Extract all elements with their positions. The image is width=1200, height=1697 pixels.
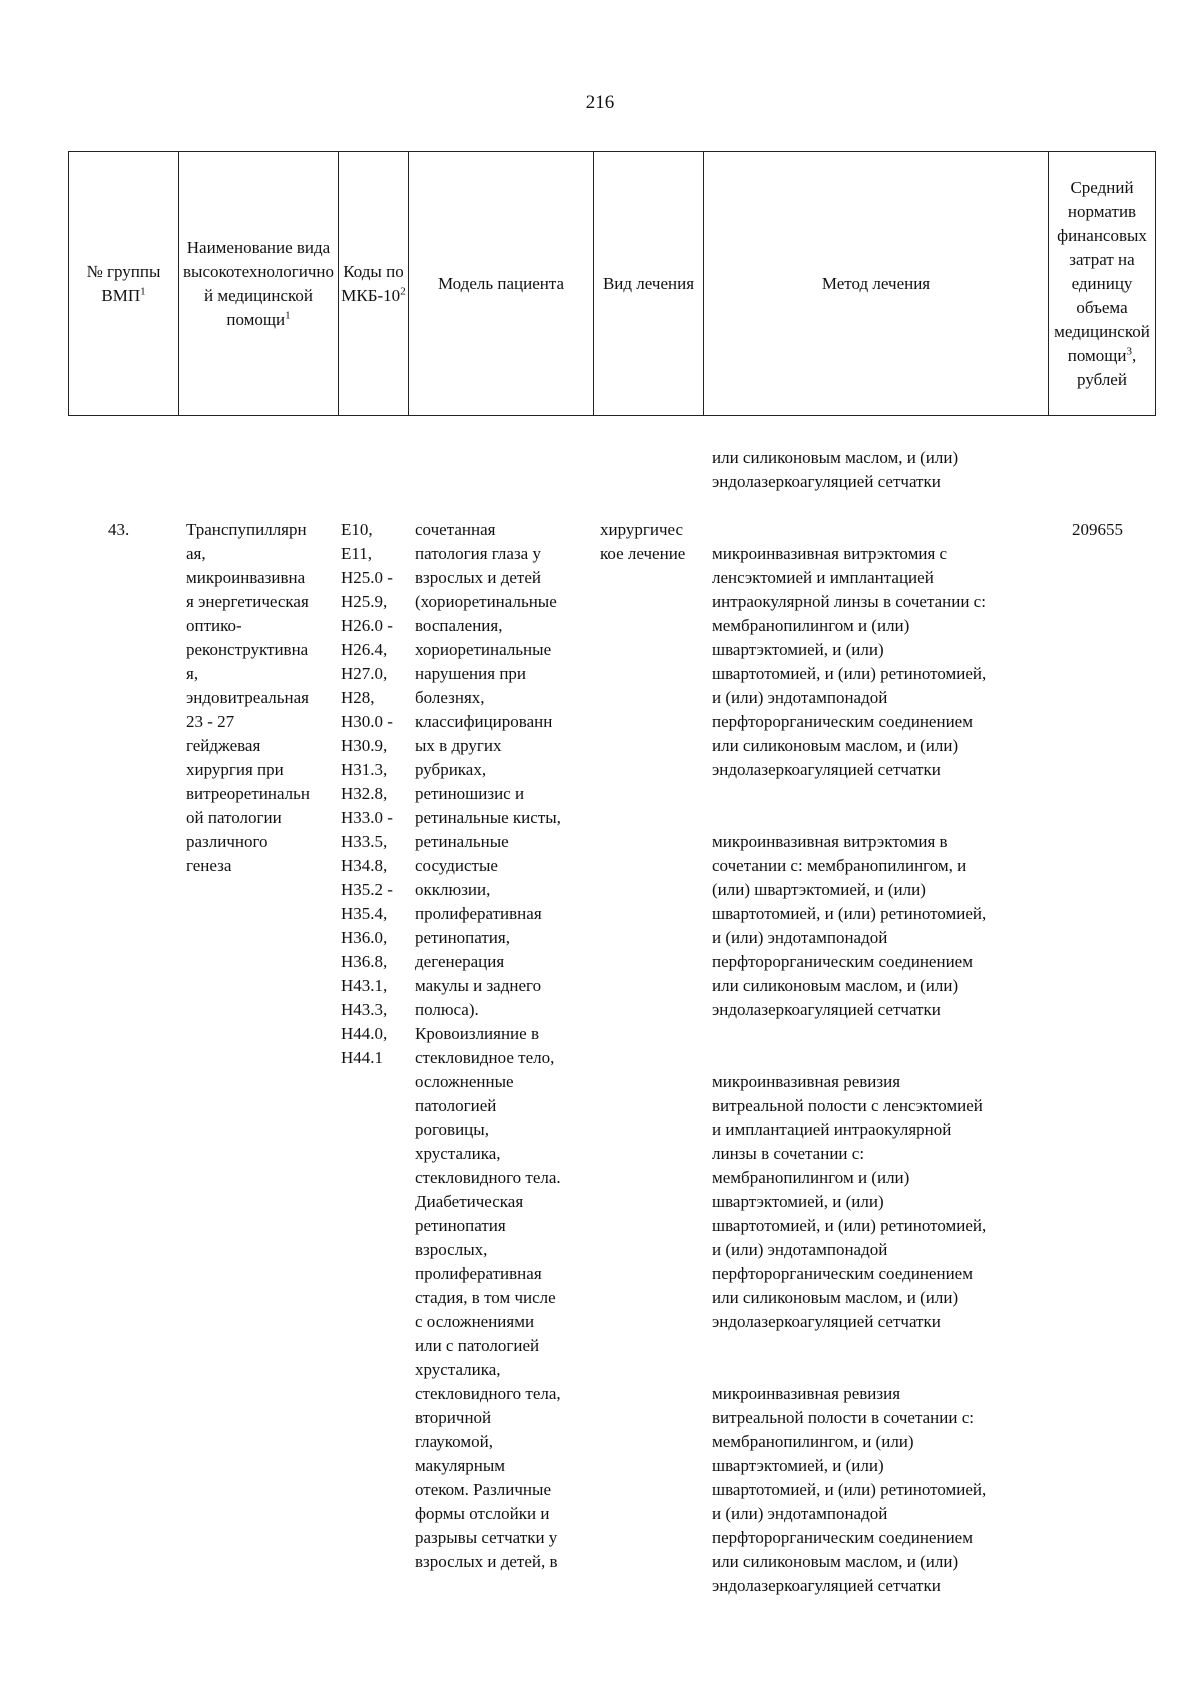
header-care-type: Наименование вида высокотехнологичной медицинской помощи$^1$	[179, 152, 339, 416]
row-number: 43.	[108, 520, 130, 539]
treatment-methods	[712, 518, 1057, 1646]
treatment-type: хирургичес кое лечение	[600, 520, 686, 563]
header-treatment-type: Вид лечения	[594, 152, 704, 416]
icd-codes: E10, E11, H25.0 - H25.9, H26.0 - H26.4, H27.0, H28, H30.0 - H30.9, H31.3, H32.8, H33.0 - H33.5, H34.8, H35.2 - H35.4, H36.0, H36.8, H43.1, H43.3, H44.0, H44.1	[341, 520, 393, 1067]
header-icd-codes: Коды по МКБ-$10^2$	[339, 152, 409, 416]
table-header	[68, 151, 1156, 416]
continuation-text: или силиконовым маслом, и (или) эндолазеркоагуляцией сетчатки	[712, 448, 959, 491]
cost-value: 209655	[1072, 520, 1123, 539]
header-patient-model: Модель пациента	[409, 152, 594, 416]
page-number: 216	[585, 92, 615, 113]
header-method: Метод лечения	[704, 152, 1049, 416]
header-group-number: № группы ВМП$^1$	[69, 152, 179, 416]
method-item: микроинвазивная витрэктомия в сочетании с: мембранопилингом, и (или) швартэктомией, и (или) швартотомией, и (или) ретинотомией, и (или) эндотампонадой перфторорганическим соединением или силиконовым маслом, и (или) эндолазеркоагуляцией сетчатки	[712, 832, 987, 1019]
care-type-name: Транспупиллярн ая, микроинвазивна я энергетическая оптико- реконструктивна я, эндовитреальная 23 - 27 гейджевая хирургия при витреоретинальн ой патологии различного генеза	[186, 520, 311, 875]
patient-model: сочетанная патология глаза у взрослых и детей (хориоретинальные воспаления, хориоретинальные нарушения при болезнях, классифицированн ых в других рубриках, ретиношизис и ретинальные кисты, ретинальные сосудистые окклюзии, пролиферативная ретинопатия, дегенерация макулы и заднего полюса). Кровоизлияние в стекловидное тело, осложненные патологией роговицы, хрусталика, стекловидного тела. Диабетическая ретинопатия взрослых, пролиферативная стадия, в том числе с осложнениями или с патологией хрусталика, стекловидного тела, вторичной глаукомой, макулярным отеком. Различные формы отслойки и разрывы сетчатки у взрослых и детей, в	[415, 520, 561, 1571]
method-item: микроинвазивная витрэктомия с ленсэктомией и имплантацией интраокулярной линзы в сочетании с: мембранопилингом и (или) швартэктомией, и (или) швартотомией, и (или) ретинотомией, и (или) эндотампонадой перфторорганическим соединением или силиконовым маслом, и (или) эндолазеркоагуляцией сетчатки	[712, 544, 987, 779]
header-cost: Средний норматив финансовых затрат на единицу объема медицинской помощи$^3$, рублей	[1049, 152, 1156, 416]
method-item: микроинвазивная ревизия витреальной полости в сочетании с: мембранопилингом, и (или) швартэктомией, и (или) швартотомией, и (или) ретинотомией, и (или) эндотампонадой перфторорганическим соединением или силиконовым маслом, и (или) эндолазеркоагуляцией сетчатки	[712, 1384, 987, 1595]
method-item: микроинвазивная ревизия витреальной полости с ленсэктомией и имплантацией интраокулярной линзы в сочетании с: мембранопилингом и (или) швартэктомией, и (или) швартотомией, и (или) ретинотомией, и (или) эндотампонадой перфторорганическим соединением или силиконовым маслом, и (или) эндолазеркоагуляцией сетчатки	[712, 1072, 987, 1331]
